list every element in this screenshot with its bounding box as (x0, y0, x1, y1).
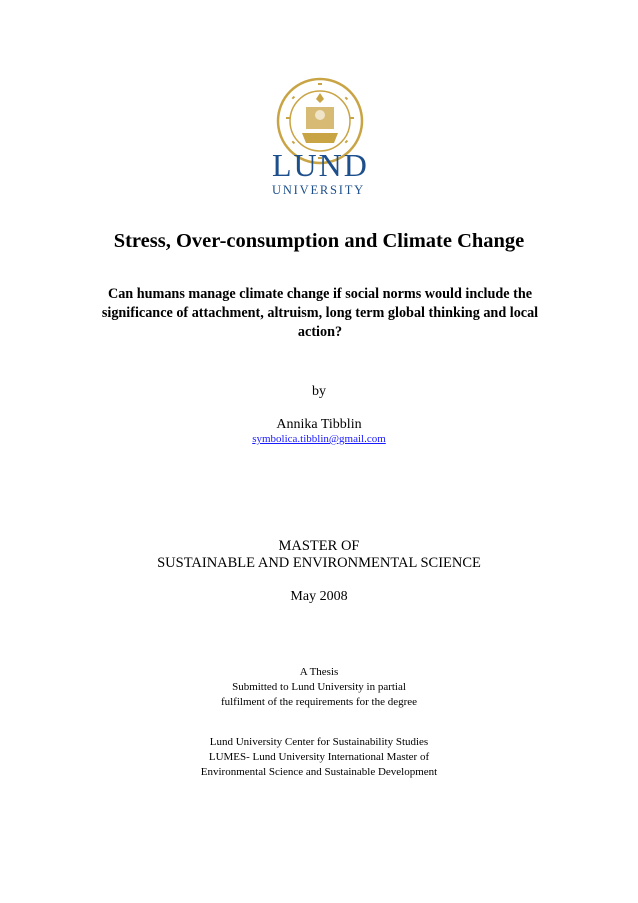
thesis-statement-line: Submitted to Lund University in partial (232, 681, 406, 693)
institution-line: Lund University Center for Sustainability Studies (209, 736, 429, 748)
degree-line-1: MASTER OF (278, 538, 360, 554)
author-email-link[interactable]: symbolica.tibblin@gmail.com (252, 433, 386, 445)
institution-info (0, 735, 638, 780)
institution-line: LUMES- Lund University International Master of (208, 751, 430, 763)
thesis-statement (0, 665, 638, 710)
author-name: Annika Tibblin (276, 417, 362, 432)
degree-line-2: SUSTAINABLE AND ENVIRONMENTAL SCIENCE (157, 555, 481, 571)
logo-wordmark-university: UNIVERSITY (272, 183, 365, 197)
logo-wordmark-lund: LUND (272, 147, 369, 183)
thesis-statement-line: A Thesis (299, 666, 339, 678)
thesis-statement-line: fulfilment of the requirements for the degree (220, 696, 418, 708)
by-label: by (312, 384, 326, 399)
thesis-title: Stress, Over-consumption and Climate Change (113, 230, 525, 252)
thesis-date: May 2008 (290, 589, 348, 604)
thesis-subtitle: Can humans manage climate change if social norms would include the significance of attachment, altruism, long term global thinking and local action? (101, 286, 539, 340)
institution-line: Environmental Science and Sustainable Development (200, 766, 438, 778)
